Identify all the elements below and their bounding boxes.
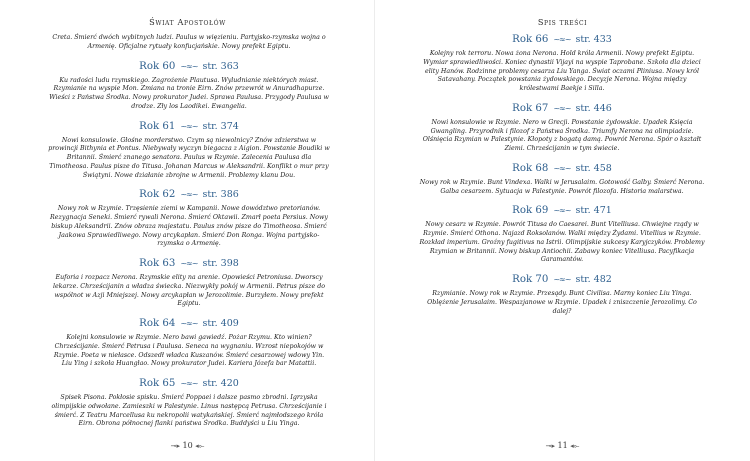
- section-summary: Spisek Pisona. Pokłosie spisku. Śmierć Poppaei i dalsze pasmo zbrodni. Igrzyska olimpijskie odwołane. Zamieszki w Palestynie. Linus następcą Petrusa. Chrześcijanie i śmierć. Z Teatru Marcellusa ku nekropolii watykańskiej. Śmierć najmłodszego króla Eirn. Obrona północnej flanki państwa Środka. Buddyści u Liu Yinga.: [51, 394, 327, 428]
- intro-paragraph: Creta. Śmierć dwóch wybitnych ludzi. Paulus w więzieniu. Partyjsko-rzymska wojna o Armenię. Oficjalne rytuały konfucjańskie. Nowy prefekt Egiptu.: [52, 34, 326, 50]
- section-summary: Kolejni konsulowie w Rzymie. Nero bawi gawiedź. Pożar Rzymu. Kto winien? Chrześcijanie. Śmierć Petrusa i Paulusa. Seneca na wygnaniu. Wzrost niepokojów w Rzymie. Poeta w niełasce. Odszedł władca Kuszanów. Śmierć cesarzowej wdowy Yin. Liu Ying i szkoła Huangłao. Nowy prokurator Judei. Kariera Józefa bar Matattii.: [53, 334, 325, 368]
- toc-section-year-70: [419, 274, 705, 316]
- ornament-icon: ~≈~: [180, 379, 198, 388]
- footer-ornament-icon: ⊸▸: [545, 442, 555, 450]
- page-ref: str. 409: [202, 318, 239, 329]
- page-number-right: [375, 441, 750, 451]
- toc-entry-heading[interactable]: [48, 258, 330, 270]
- left-page-content: [48, 34, 330, 429]
- toc-entry-heading[interactable]: [48, 378, 330, 390]
- ornament-icon: ~≈~: [180, 190, 198, 200]
- section-summary: Kolejny rok terroru. Nowa żona Nerona. Hold króla Armenii. Nowy prefekt Egiptu. Wymiar sprawiedliwości. Koniec dynastii Vijayi na wyspie Taprobane. Szkoła dla dzieci elity Hanów. Rodzinne problemy cesarza Liu Yanga. Świat oczami Pliniusa. Nowy król Satavahany. Początek powstania żydowskiego. Decyzje Nerona. Wojna między królestwami Baekje i Silla.: [423, 50, 701, 92]
- page-ref: str. 446: [575, 102, 612, 114]
- footer-ornament-icon: ⊸▸: [170, 442, 180, 450]
- section-summary: Ku radości ludu rzymskiego. Zagrożenie Plautusa. Wyludnianie niektórych miast. Rzymianie na wyspie Mon. Zmiana na tronie Eirn. Znów przewrót w Anuradhapurze. Wieści z Państwa Środka. Nowy prokurator Judei. Sprawa Paulusa. Przygody Paulusa w drodze. Zły los Laodikei. Ewangelia.: [49, 76, 329, 110]
- toc-section-year-69: [419, 205, 705, 265]
- toc-section-year-62: [48, 189, 330, 249]
- year-label: Rok 62: [139, 189, 176, 201]
- toc-section-year-68: [419, 163, 705, 197]
- ornament-icon: ~≈~: [553, 35, 571, 44]
- year-label: Rok 66: [512, 34, 549, 45]
- section-summary: Euforia i rozpacz Nerona. Rzymskie elity na arenie. Opowieści Petroniusa. Dworscy lekarze. Chrześcijanin a władza świecka. Niezwykły pokój w Armenii. Petrus pisze do wspólnot w Azji Mniejszej. Nowy arcykapłan w Jerozolimie. Burzyłem. Nowy prefekt Egiptu.: [52, 274, 326, 308]
- section-summary: Nowi konsulowie. Głośne morderstwo. Czym są niewolnicy? Znów zdzierstwa w prowincji Bithynia et Pontus. Niebywały wyczyn biegacza z Aigion. Powstanie Boudiki w Britannii. Śmierć znanego senatora. Paulus w Rzymie. Zalecenia Paulusa dla Timotheosa. Paulus pisze do Titusa. Johanan Marcus w Aleksandrii. Konflikt o mur przy Świątyni. Nowe działanie zbrojne w Armenii. Problemy klanu Dou.: [48, 136, 330, 179]
- year-label: Rok 65: [139, 378, 176, 389]
- page-ref: str. 398: [202, 258, 239, 269]
- running-header-left: Świat Apostołów: [149, 17, 226, 27]
- page-ref: str. 471: [575, 205, 612, 217]
- ornament-icon: ~≈~: [553, 103, 571, 113]
- page-number: 11: [557, 441, 568, 450]
- toc-entry-heading[interactable]: [419, 163, 705, 175]
- footer-ornament-icon: ◂⟜: [195, 442, 205, 450]
- page-ref: str. 374: [202, 120, 239, 132]
- toc-section-year-64: [48, 318, 330, 369]
- footer-ornament-icon: ◂⟜: [570, 442, 580, 450]
- page-number-left: [0, 441, 375, 451]
- toc-entry-heading[interactable]: [419, 274, 705, 286]
- section-summary: Nowy cesarz w Rzymie. Powrót Titusa do Caesarei. Bunt Vitelliusa. Chwiejne rządy w Rzymie. Śmierć Othona. Najazd Roksolanów. Walki między Żydami. Vitellius w Rzymie. Rozkład imperium. Groźny fugitivus na Istrii. Olimpijskie sukcesy Karyjczyków. Problemy Rzymian w Britannii. Nowy biskup Antiochii. Zabawy koniec Vitelliusa. Pacyfikacja Garamantów.: [419, 221, 705, 264]
- section-summary: Nowi konsulowie w Rzymie. Nero w Grecji. Powstanie żydowskie. Upadek Księcia Gwangling. Przyrodnik i filozof z Państwa Środka. Triumfy Nerona na olimpiadzie. Olśnięcia Rzymian w Palestynie. Kłopoty z bogatą damą. Powrót Nerona. Spór o kształt Ziemi. Chrześcijanin w tym świecie.: [422, 118, 702, 152]
- ornament-icon: ~≈~: [553, 275, 571, 284]
- ornament-icon: ~≈~: [180, 259, 198, 268]
- year-label: Rok 64: [139, 318, 176, 329]
- toc-entry-heading[interactable]: [48, 189, 330, 201]
- right-page: [375, 0, 750, 461]
- year-label: Rok 67: [512, 102, 549, 114]
- ornament-icon: ~≈~: [180, 121, 198, 131]
- toc-entry-heading[interactable]: [419, 205, 705, 217]
- year-label: Rok 68: [512, 162, 549, 174]
- toc-entry-heading[interactable]: [48, 318, 330, 330]
- ornament-icon: ~≈~: [180, 61, 198, 71]
- toc-section-year-60: [48, 61, 330, 112]
- year-label: Rok 60: [139, 60, 176, 72]
- ornament-icon: ~≈~: [553, 206, 571, 216]
- section-summary: Nowy rok w Rzymie. Bunt Vindexa. Walki w Jerusalaim. Gotowość Galby. Śmierć Nerona. Galba cesarzem. Sytuacja w Palestynie. Powrót filozofa. Historia malarstwa.: [419, 178, 705, 195]
- toc-section-year-66: [419, 34, 705, 94]
- toc-entry-heading[interactable]: [48, 121, 330, 133]
- page-ref: str. 363: [202, 60, 239, 72]
- toc-entry-heading[interactable]: [419, 34, 705, 46]
- page-ref: str. 386: [202, 189, 239, 201]
- toc-section-year-65: [48, 378, 330, 429]
- ornament-icon: ~≈~: [180, 319, 198, 328]
- toc-entry-heading[interactable]: [48, 61, 330, 73]
- toc-section-year-67: [419, 103, 705, 154]
- page-number: 10: [182, 441, 193, 450]
- toc-entry-heading[interactable]: [419, 103, 705, 115]
- page-ref: str. 433: [575, 34, 612, 45]
- toc-section-year-61: [48, 121, 330, 181]
- year-label: Rok 61: [139, 120, 176, 132]
- running-header-right: Spis treści: [537, 17, 588, 27]
- toc-section-year-63: [48, 258, 330, 309]
- year-label: Rok 69: [512, 205, 549, 217]
- page-ref: str. 482: [575, 274, 612, 285]
- page-ref: str. 458: [575, 162, 612, 174]
- ornament-icon: ~≈~: [553, 163, 571, 173]
- right-page-content: [419, 34, 705, 316]
- section-summary: Rzymianie. Nowy rok w Rzymie. Przesądy. Bunt Civilisa. Marny koniec Liu Yinga. Oblężenie Jerusalaim. Wespazjanowe w Rzymie. Upadek i zniszczenie Jerozolimy. Co dalej?: [427, 290, 697, 315]
- section-summary: Nowy rok w Rzymie. Trzęsienie ziemi w Kampanii. Nowe dowództwo pretorianów. Rezygnacja Seneki. Śmierć rywali Nerona. Śmierć Oktawii. Zmarł poeta Persius. Nowy biskup Aleksandrii. Znów obraza majestatu. Paulus znów pisze do Timotheosa. Śmierć Jaakowa Sprawiedliwego. Nowy arcykapłan. Śmierć Don Ronga. Wojna partyjsko-rzymska o Armenię.: [50, 205, 328, 248]
- year-label: Rok 63: [139, 258, 176, 269]
- page-ref: str. 420: [202, 378, 239, 389]
- year-label: Rok 70: [512, 274, 549, 285]
